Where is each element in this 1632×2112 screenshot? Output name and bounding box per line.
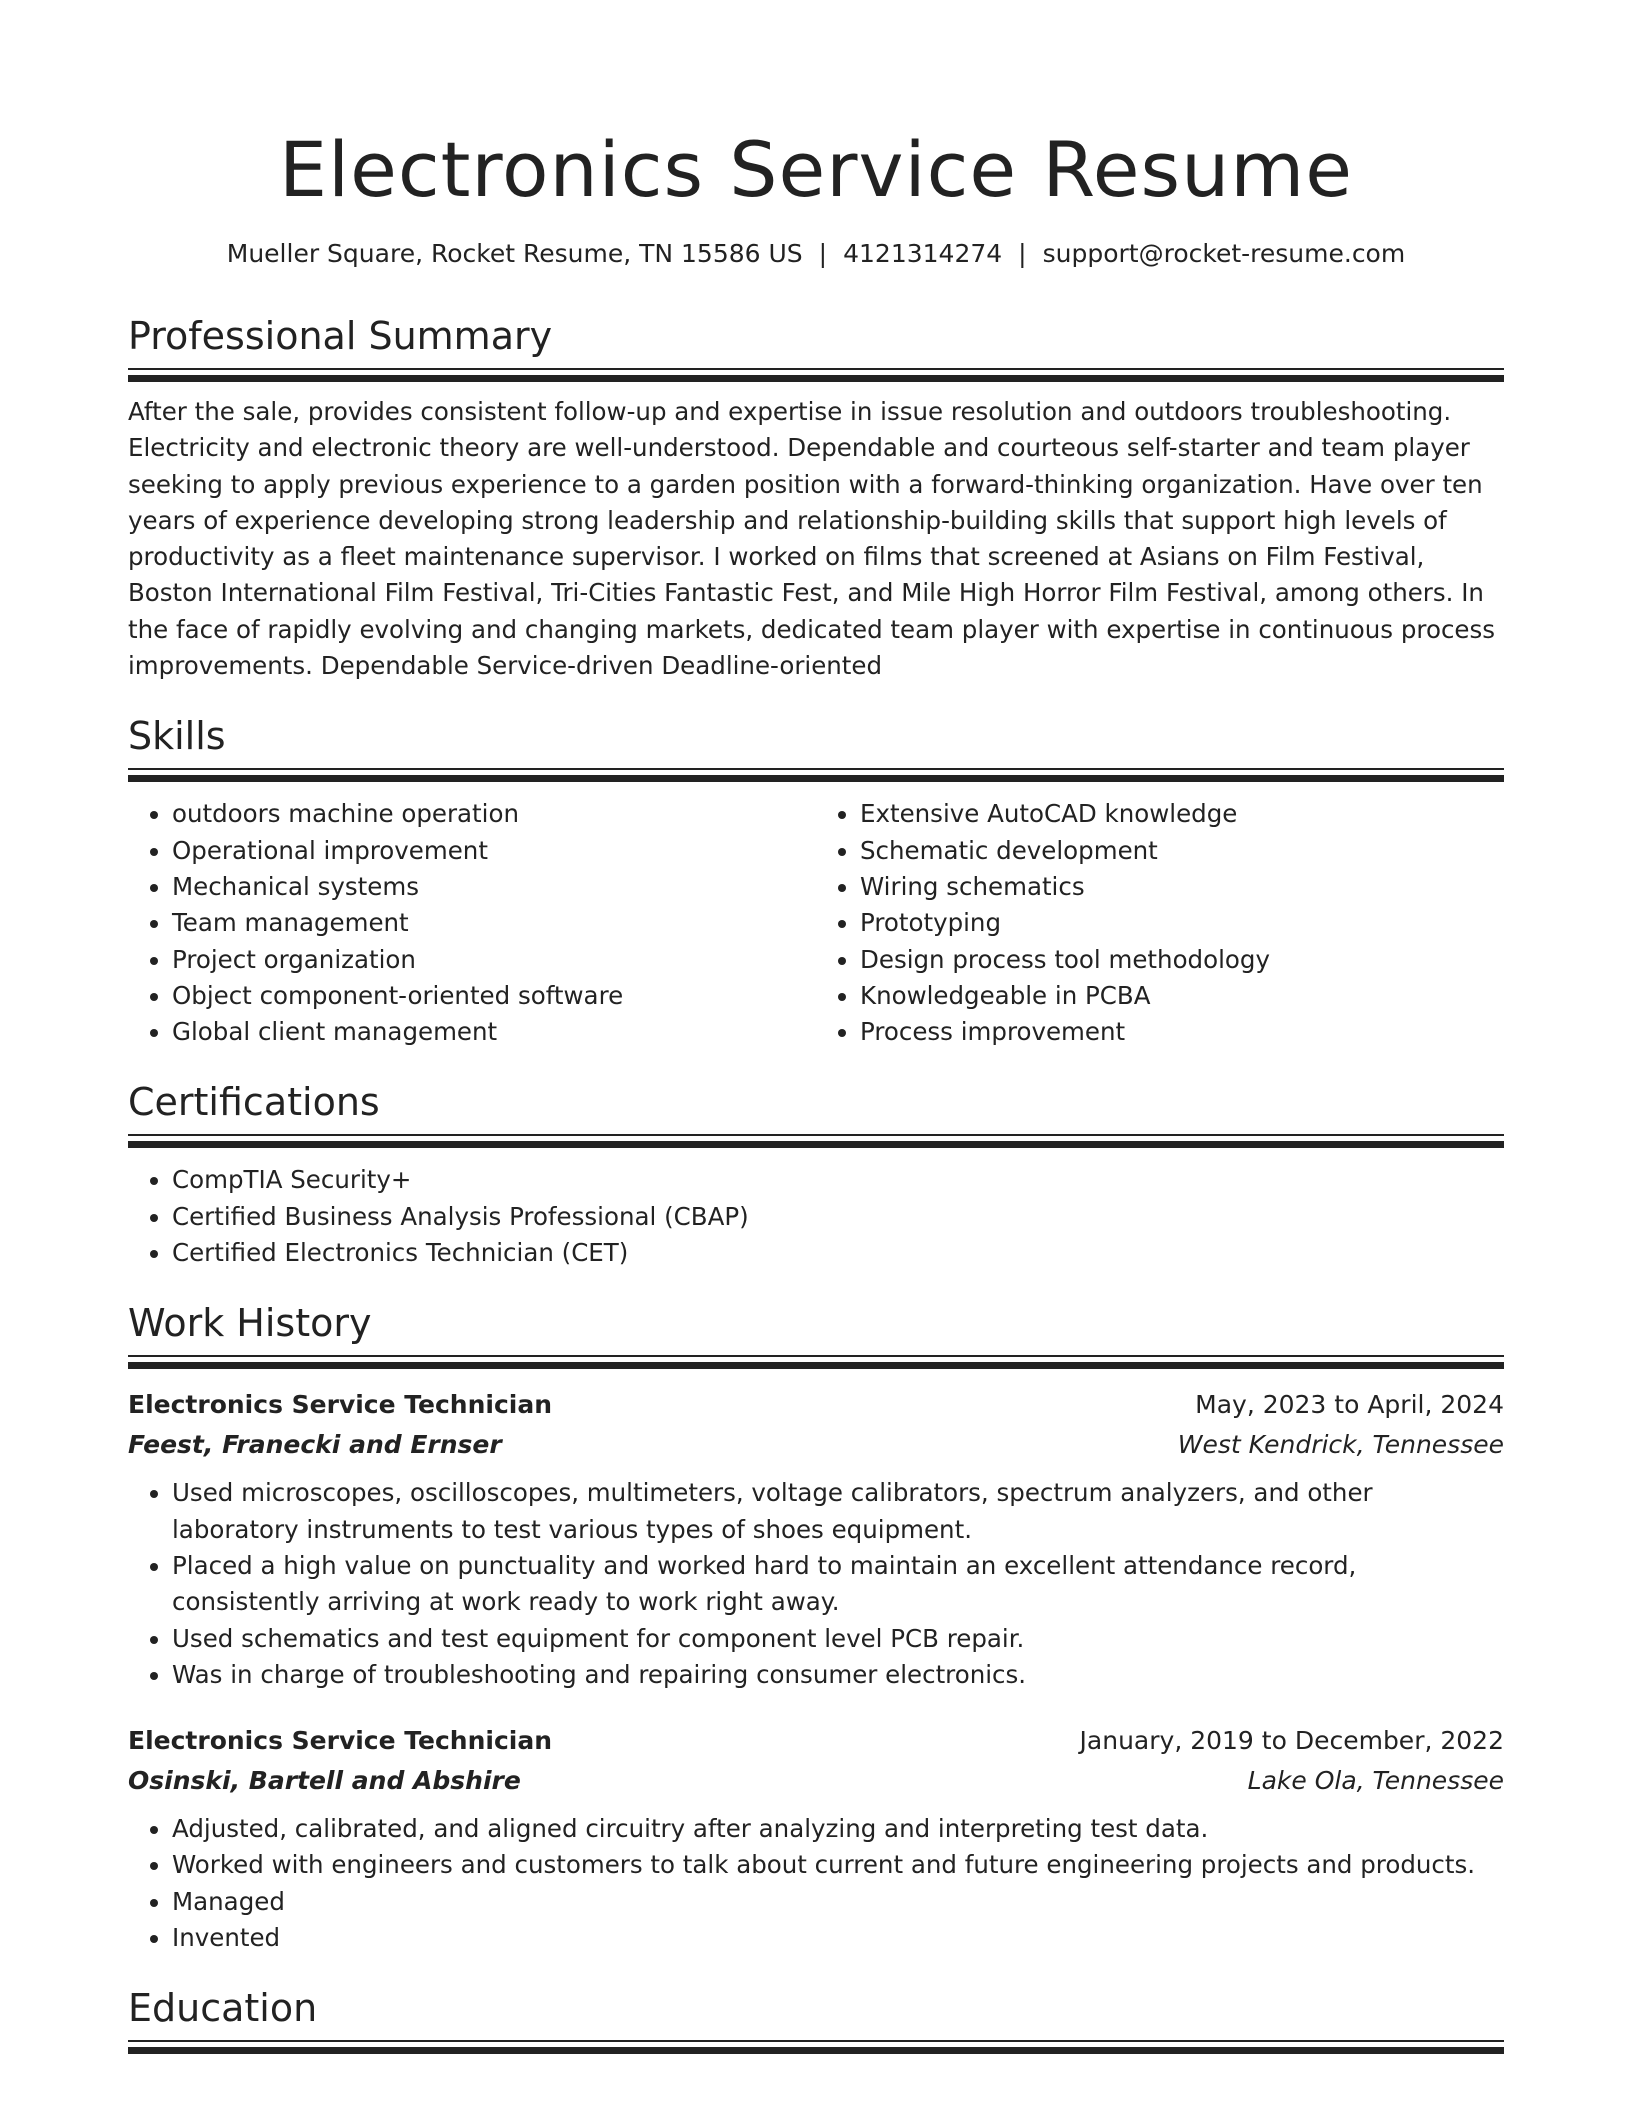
contact-separator: |	[818, 239, 828, 268]
certification-item: • Certified Business Analysis Professional (CBAP)	[172, 1199, 1504, 1235]
job-location: West Kendrick, Tennessee	[1177, 1430, 1504, 1460]
section-divider	[128, 1134, 1504, 1148]
job-bullet: • Adjusted, calibrated, and aligned circuitry after analyzing and interpreting test data.	[172, 1811, 1504, 1847]
section-heading-summary: Professional Summary	[128, 314, 553, 358]
section-heading-work-history: Work History	[128, 1301, 372, 1346]
job-bullet: • Invented	[172, 1920, 1504, 1956]
job-bullet: • Used schematics and test equipment for component level PCB repair.	[172, 1621, 1504, 1657]
section-divider	[128, 2040, 1504, 2054]
education-section	[128, 1982, 1504, 2054]
section-heading-certifications: Certifications	[128, 1080, 380, 1125]
skill-item: • Team management	[172, 905, 816, 941]
job-subheader	[128, 1761, 1504, 1801]
skill-item: • Project organization	[172, 942, 816, 978]
skill-item: • Object component-oriented software	[172, 978, 816, 1014]
section-divider	[128, 368, 1504, 382]
skill-item: • Design process tool methodology	[860, 942, 1504, 978]
job-bullets	[128, 1475, 1504, 1693]
summary-section	[128, 310, 1504, 684]
contact-separator: |	[1018, 239, 1027, 268]
work-history-section	[128, 1297, 1504, 1956]
certification-item: • CompTIA Security+	[172, 1162, 1504, 1198]
job-entry	[128, 1385, 1504, 1693]
summary-text: After the sale, provides consistent follow-up and expertise in issue resolution and outdoors troubleshooting. Electricity and electronic theory are well-understood. Dependable and courteous self-starter and team player seeking to apply previous experience to a garden position with a forward-thinking organization. Have over ten years of experience developing strong leadership and relationship-building skills that support high levels of productivity as a fleet maintenance supervisor. I worked on films that screened at Asians on Film Festival, Boston International Film Festival, Tri-Cities Fantastic Fest, and Mile High Horror Film Festival, among others. In the face of rapidly evolving and changing markets, dedicated team player with expertise in continuous process improvements. Dependable Service-driven Deadline-oriented	[128, 397, 1496, 681]
skills-list-right	[816, 796, 1504, 1050]
job-header	[128, 1721, 1504, 1761]
skill-item: • Prototyping	[860, 905, 1504, 941]
job-company: Feest, Franecki and Ernser	[128, 1430, 502, 1460]
skill-item: • Global client management	[172, 1014, 816, 1050]
skill-item: • Schematic development	[860, 833, 1504, 869]
resume-page	[128, 0, 1504, 2054]
section-divider	[128, 1355, 1504, 1369]
contact-address: Mueller Square, Rocket Resume, TN 15586 US	[226, 239, 803, 268]
job-entry	[128, 1721, 1504, 1956]
skills-columns	[128, 796, 1504, 1050]
skill-item: • Operational improvement	[172, 833, 816, 869]
job-bullets	[128, 1811, 1504, 1956]
job-bullet: • Worked with engineers and customers to talk about current and future engineering projects and products.	[172, 1847, 1504, 1883]
skills-section	[128, 710, 1504, 1050]
job-bullet: • Used microscopes, oscilloscopes, multimeters, voltage calibrators, spectrum analyzers, and other laboratory instruments to test various types of shoes equipment.	[172, 1475, 1504, 1548]
skill-item: • Extensive AutoCAD knowledge	[860, 796, 1504, 832]
job-dates: May, 2023 to April, 2024	[1195, 1390, 1504, 1420]
skill-item: • Knowledgeable in PCBA	[860, 978, 1504, 1014]
job-company: Osinski, Bartell and Abshire	[128, 1766, 521, 1796]
resume-title: Electronics Service Resume	[278, 125, 1354, 214]
job-title: Electronics Service Technician	[128, 1390, 553, 1420]
job-title: Electronics Service Technician	[128, 1726, 553, 1756]
contact-line	[128, 236, 1504, 272]
certifications-list	[128, 1162, 1504, 1271]
job-subheader	[128, 1425, 1504, 1465]
section-heading-skills: Skills	[128, 714, 226, 759]
job-bullet: • Placed a high value on punctuality and worked hard to maintain an excellent attendance record, consistently arriving at work ready to work right away.	[172, 1548, 1504, 1621]
skill-item: • Process improvement	[860, 1014, 1504, 1050]
section-heading-education: Education	[128, 1986, 318, 2031]
skill-item: • outdoors machine operation	[172, 796, 816, 832]
skills-list-left	[128, 796, 816, 1050]
job-dates: January, 2019 to December, 2022	[1079, 1726, 1504, 1756]
job-bullet: • Managed	[172, 1884, 1504, 1920]
job-location: Lake Ola, Tennessee	[1247, 1766, 1504, 1796]
skill-item: • Mechanical systems	[172, 869, 816, 905]
section-divider	[128, 768, 1504, 782]
skill-item: • Wiring schematics	[860, 869, 1504, 905]
contact-email: support@rocket-resume.com	[1042, 239, 1406, 268]
contact-phone: 4121314274	[843, 239, 1003, 268]
job-header	[128, 1385, 1504, 1425]
certifications-section	[128, 1076, 1504, 1271]
job-bullet: • Was in charge of troubleshooting and repairing consumer electronics.	[172, 1657, 1504, 1693]
certification-item: • Certified Electronics Technician (CET)	[172, 1235, 1504, 1271]
